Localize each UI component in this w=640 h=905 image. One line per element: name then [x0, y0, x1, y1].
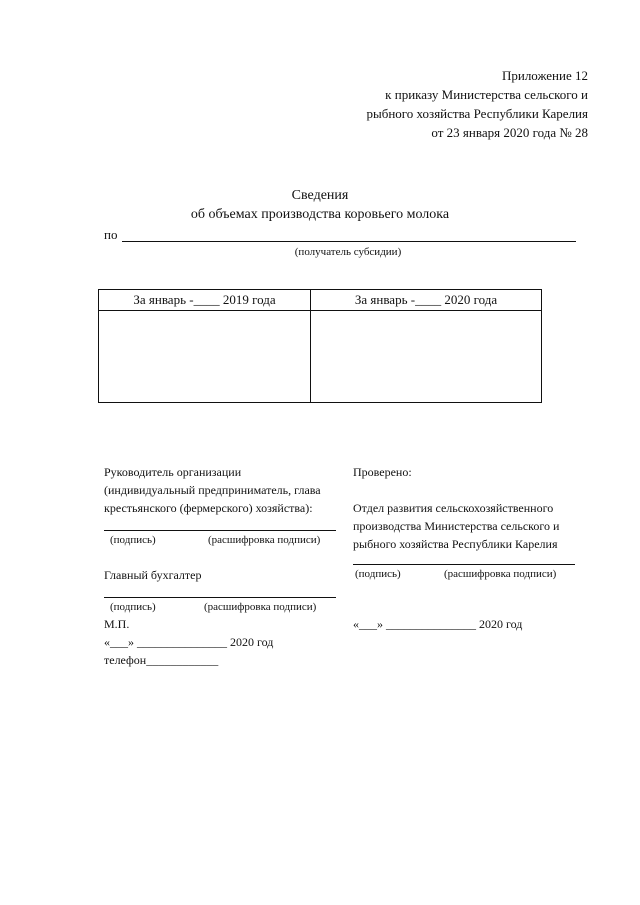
phone-field[interactable]: телефон____________	[104, 653, 219, 667]
data-table	[98, 289, 542, 403]
recipient-underline[interactable]	[122, 241, 576, 242]
appendix-number: Приложение 12	[501, 68, 588, 83]
recipient-prefix: по	[104, 227, 118, 242]
document-title: Сведения	[291, 188, 349, 203]
checked-label: Проверено:	[353, 465, 412, 479]
stamp-label: М.П.	[104, 617, 130, 631]
head-sign-caption: (подпись)	[110, 534, 156, 546]
head-signature-line[interactable]	[104, 530, 336, 531]
head-title-line2: (индивидуальный предприниматель, глава	[104, 483, 321, 497]
table-header-2020: За январь -____ 2020 года	[354, 292, 498, 307]
head-title-line3: крестьянского (фермерского) хозяйства):	[104, 501, 313, 515]
verifier-signature-line[interactable]	[353, 564, 575, 565]
table-cell-2019[interactable]	[99, 311, 310, 402]
head-title-line1: Руководитель организации	[104, 465, 242, 479]
recipient-caption: (получатель субсидии)	[294, 246, 402, 258]
accountant-signature-line[interactable]	[104, 597, 336, 598]
table-header-2019: За январь -____ 2019 года	[133, 292, 276, 307]
dept-line2: производства Министерства сельского и	[353, 519, 560, 533]
head-decode-caption: (расшифровка подписи)	[208, 534, 321, 546]
dept-line3: рыбного хозяйства Республики Карелия	[353, 537, 558, 551]
accountant-decode-caption: (расшифровка подписи)	[204, 601, 317, 613]
dept-line1: Отдел развития сельскохозяйственного	[353, 501, 554, 515]
appendix-order-line: к приказу Министерства сельского и	[385, 87, 588, 102]
accountant-sign-caption: (подпись)	[110, 601, 156, 613]
table-cell-2020[interactable]	[311, 311, 541, 402]
left-date-field[interactable]: «___» _______________ 2020 год	[104, 635, 274, 649]
document-subtitle: об объемах производства коровьего молока	[190, 207, 450, 222]
verifier-sign-caption: (подпись)	[355, 568, 401, 580]
right-date-field[interactable]: «___» _______________ 2020 год	[353, 617, 523, 631]
appendix-ministry-line: рыбного хозяйства Республики Карелия	[366, 106, 588, 121]
appendix-date-line: от 23 января 2020 года № 28	[431, 125, 588, 140]
verifier-decode-caption: (расшифровка подписи)	[444, 568, 557, 580]
accountant-title: Главный бухгалтер	[104, 568, 202, 582]
